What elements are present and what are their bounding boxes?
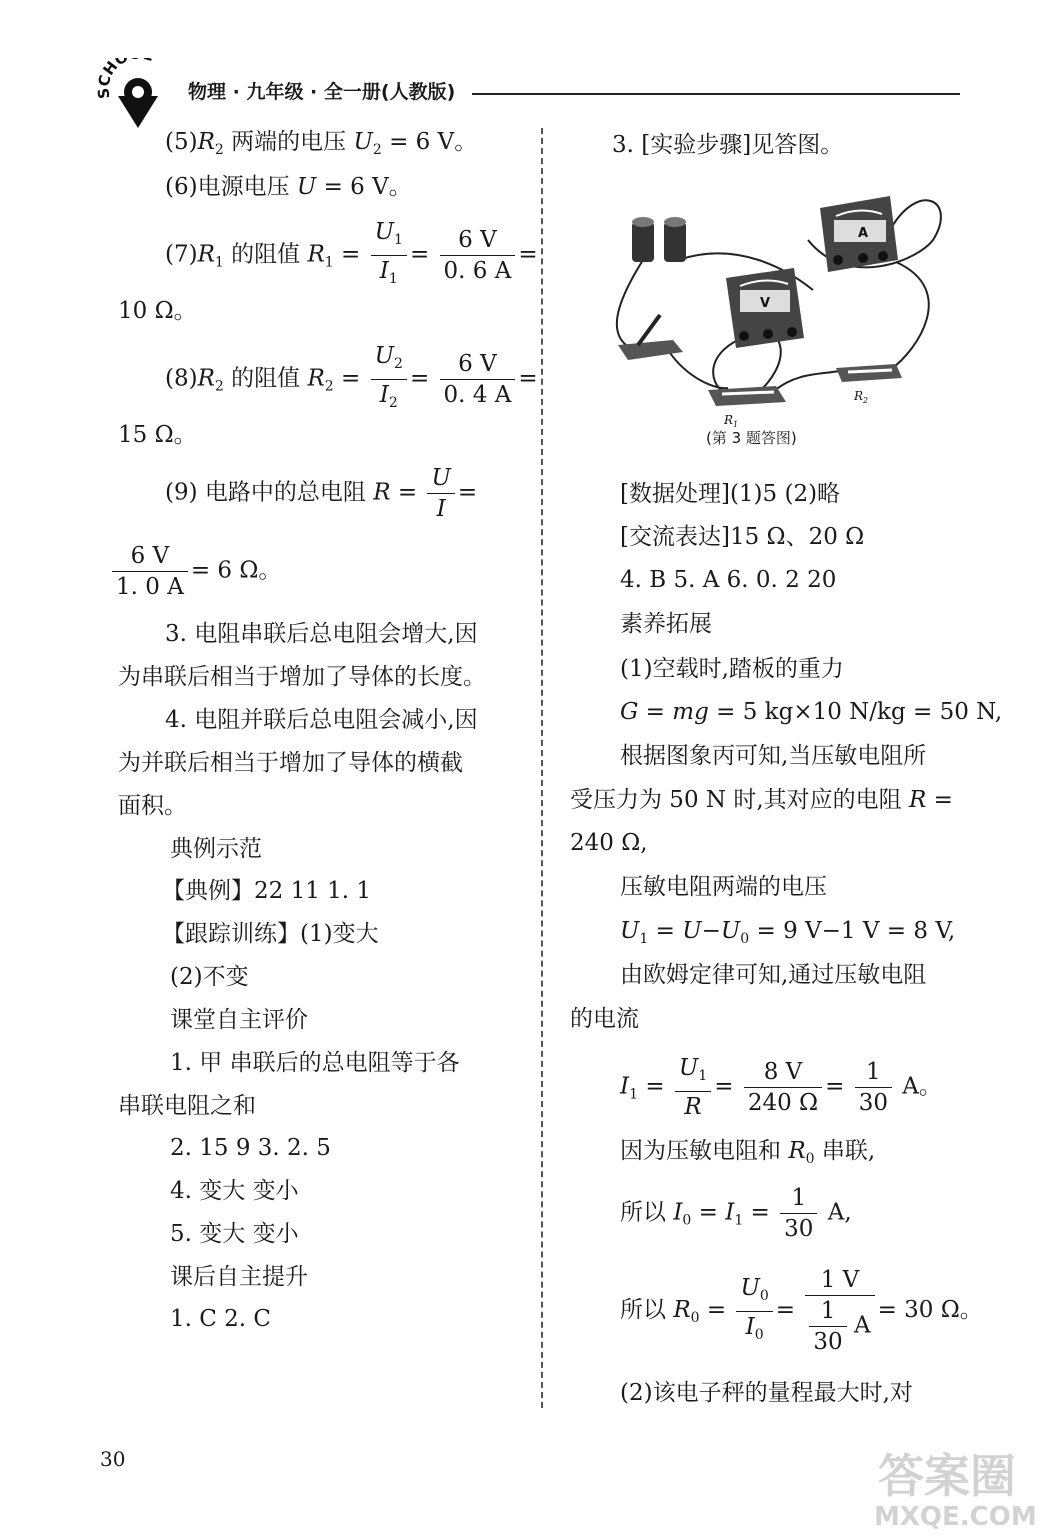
line-r11: $U_1 = U-U_0 = 9$ V−1 V = 8 V,: [620, 918, 956, 947]
fraction-u-i: $\frac{U}{I}$: [427, 464, 454, 523]
svg-text:A: A: [858, 226, 869, 241]
switch-icon: [618, 315, 683, 360]
watermark-url: MXQE.COM: [874, 1502, 1037, 1532]
fraction-1-30: $\frac{1}{30}$: [855, 1058, 892, 1117]
line-r13: 的电流: [570, 1006, 639, 1032]
answer-ce-1-line2: 串联电阻之和: [118, 1093, 256, 1119]
line-l8: $(8)R_2$ 的阻值 $R_2$ = $\frac{U_2}{I_2}$ = $\frac{6 V}{0. 4 A}$ =: [165, 342, 538, 417]
circuit-diagram: [598, 180, 958, 430]
header-rule: [472, 93, 960, 95]
fraction-6v-10a: $\frac{6 V}{1. 0 A}$: [112, 542, 188, 601]
fraction-6v-06a: $\frac{6 V}{0. 6 A}$: [440, 226, 516, 285]
fraction-u1-i1: $\frac{U_1}{I_1}$: [371, 218, 407, 293]
line-l7: $(7)R_1$ 的阻值 $R_1$ = $\frac{U_1}{I_1}$ = $\frac{6 V}{0. 6 A}$ =: [165, 218, 538, 293]
fraction-8v-240: $\frac{8 V}{240 \Omega}$: [744, 1058, 822, 1117]
logo-text: SCHO: [96, 58, 132, 100]
line-l9b: $\frac{6 V}{1. 0 A}$ = 6 Ω。: [112, 542, 281, 601]
fraction-1v-over-1-30a: 1 V $\frac{1}{30}$ A: [805, 1266, 874, 1356]
answer-ac-1-2: 1. C 2. C: [170, 1306, 272, 1332]
svg-text:V: V: [760, 296, 771, 311]
line-r9: 240 Ω,: [570, 830, 648, 856]
header-title: 物理 · 九年级 · 全一册(人教版): [188, 81, 456, 103]
resistor-r1: [708, 386, 786, 429]
line-r15: 因为压敏电阻和 $R_0$ 串联,: [620, 1138, 876, 1167]
answer-ce-1-line1: 1. 甲 串联后的总电阻等于各: [170, 1050, 460, 1076]
section-typical-examples: 典例示范: [170, 836, 262, 862]
line-l8b: 15 Ω。: [118, 422, 197, 448]
answer-4-5-6: 4. B 5. A 6. 0. 2 20: [620, 567, 837, 593]
answer-q3-steps: 3. [实验步骤]见答图。: [612, 132, 844, 158]
line-r5: (1)空载时,踏板的重力: [620, 656, 844, 682]
answer-ce-4: 4. 变大 变小: [170, 1178, 299, 1204]
watermark-logo: 答案圈: [878, 1449, 1016, 1503]
fraction-u0-i0: $\frac{U_0}{I_0}$: [736, 1274, 772, 1349]
section-after-class: 课后自主提升: [170, 1264, 308, 1290]
line-r12: 由欧姆定律可知,通过压敏电阻: [620, 962, 927, 988]
battery-icon: [632, 217, 686, 262]
section-class-evaluation: 课堂自主评价: [170, 1007, 308, 1033]
fraction-1-30-b: $\frac{1}{30}$: [780, 1184, 817, 1243]
line-r10: 压敏电阻两端的电压: [620, 874, 827, 900]
line-l5: $(5)R_2$ 两端的电压 $U_2 = 6$ V。: [165, 129, 478, 158]
line-typical-example: 【典例】22 11 1. 1: [162, 878, 372, 904]
line-tracking-training: 【跟踪训练】(1)变大: [162, 921, 379, 947]
ammeter-icon: [820, 196, 898, 272]
answer-q4-line2: 为并联后相当于增加了导体的横截: [118, 750, 463, 776]
line-data-processing: [数据处理](1)5 (2)略: [620, 481, 841, 507]
answer-ce-2-3: 2. 15 9 3. 2. 5: [170, 1135, 331, 1161]
resistor-r2: [836, 364, 902, 405]
school-logo: [96, 58, 180, 132]
circuit-figure: [598, 180, 958, 430]
column-divider: [541, 128, 543, 1408]
voltmeter-icon: [726, 268, 804, 348]
line-l7b: 10 Ω。: [118, 298, 197, 324]
answer-ce-5: 5. 变大 变小: [170, 1221, 299, 1247]
line-r6: G = mg = 5 kg×10 N/kg = 50 N,: [620, 699, 1003, 725]
line-r17: 所以 $R_0$ = $\frac{U_0}{I_0}$ = 1 V $\frac{1}{30}$ A = 30 Ω。: [620, 1267, 983, 1355]
svg-text:R1: $R_1$: [724, 413, 739, 429]
line-communication: [交流表达]15 Ω、20 Ω: [620, 524, 865, 550]
page-number: 30: [100, 1447, 126, 1471]
svg-text:R2: $R_2$: [854, 389, 869, 405]
figure-caption: (第 3 题答图): [706, 429, 797, 447]
line-r18: (2)该电子秤的量程最大时,对: [620, 1380, 913, 1406]
answer-q3-line2: 为串联后相当于增加了导体的长度。: [118, 664, 486, 690]
line-r16: 所以 $I_0 = I_1$ = $\frac{1}{30}$ A,: [620, 1185, 852, 1242]
school-logo-icon: [96, 58, 180, 132]
line-r7: 根据图象丙可知,当压敏电阻所: [620, 743, 927, 769]
line-l6: (6)电源电压 U = 6 V。: [165, 174, 412, 200]
answer-q3-line1: 3. 电阻串联后总电阻会增大,因: [165, 621, 478, 647]
line-tracking-2: (2)不变: [170, 964, 249, 990]
line-r8: 受压力为 50 N 时,其对应的电阻 R =: [570, 787, 953, 813]
section-literacy-expansion: 素养拓展: [620, 611, 712, 637]
answer-q4-line1: 4. 电阻并联后总电阻会减小,因: [165, 707, 478, 733]
fraction-u2-i2: $\frac{U_2}{I_2}$: [371, 342, 407, 417]
fraction-u1-r: $\frac{U_1}{R}$: [675, 1054, 711, 1121]
fraction-6v-04a: $\frac{6 V}{0. 4 A}$: [440, 350, 516, 409]
answer-q4-line3: 面积。: [118, 793, 187, 819]
line-r14: $I_1$ = $\frac{U_1}{R}$ = $\frac{8 V}{240 \Omega}$ = $\frac{1}{30}$ A。: [620, 1055, 942, 1120]
line-l9: (9) 电路中的总电阻 R = $\frac{U}{I}$ =: [165, 465, 478, 522]
